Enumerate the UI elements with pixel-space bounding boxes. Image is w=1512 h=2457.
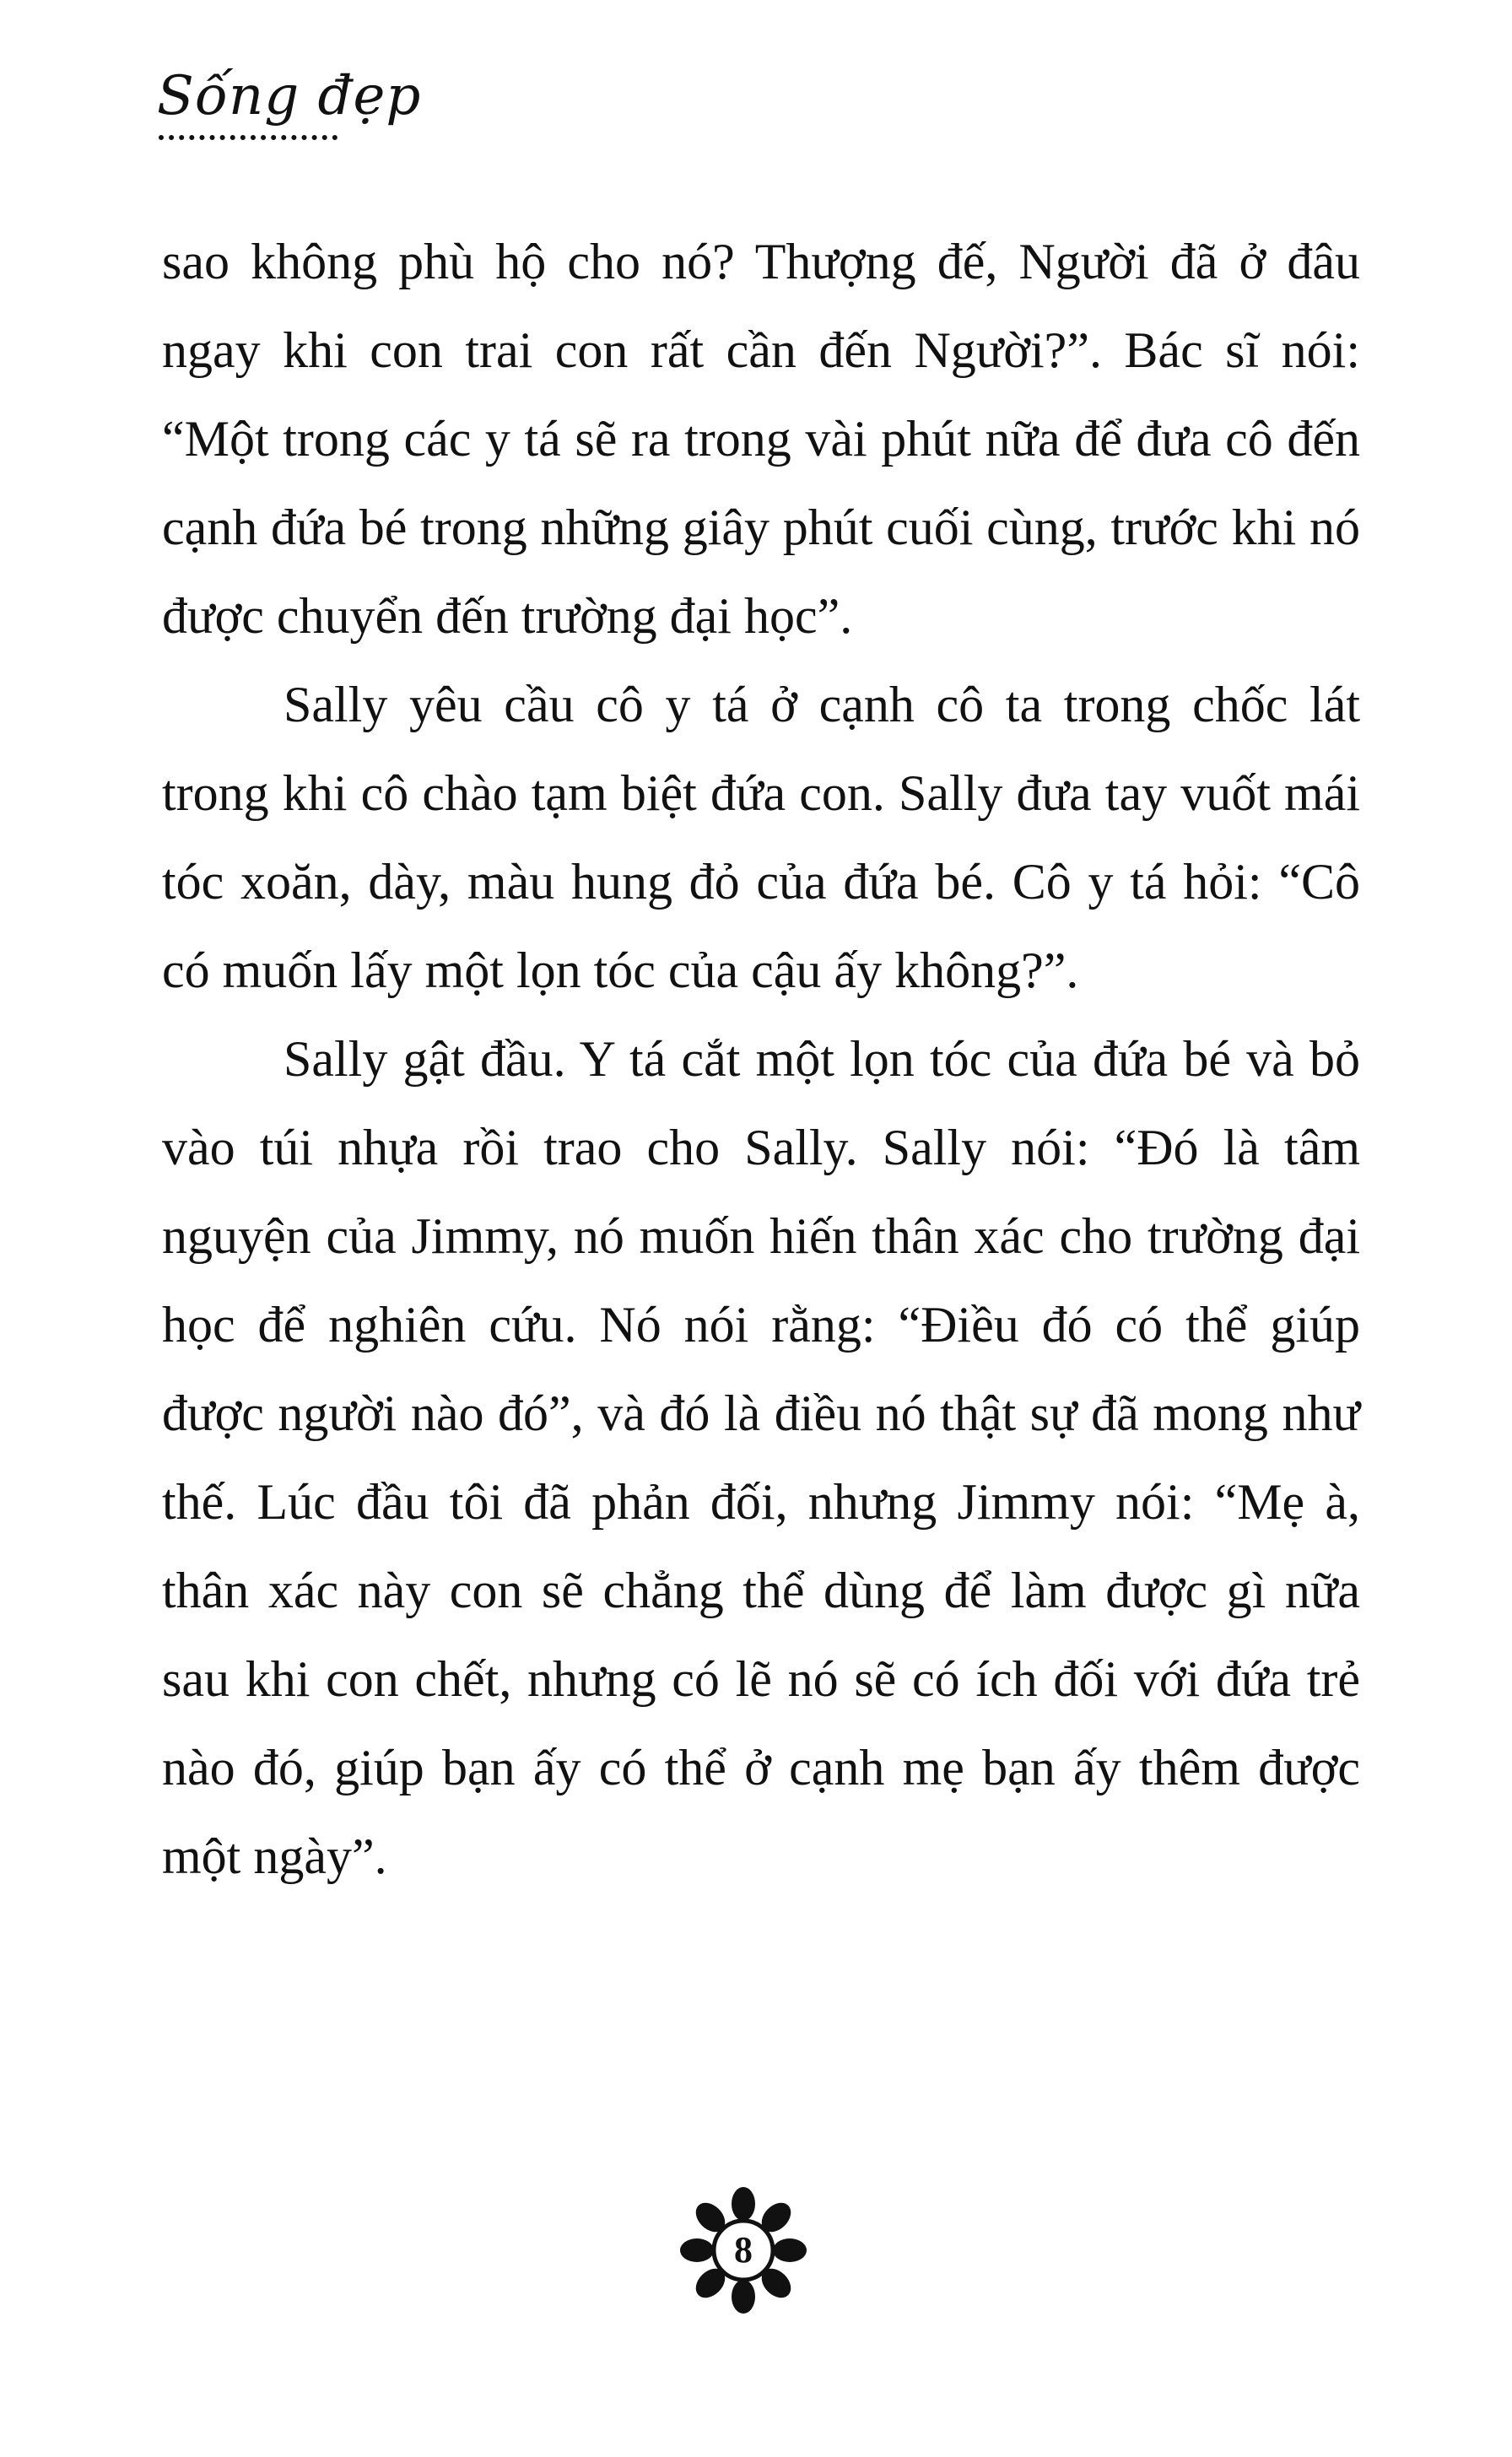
header-dotted-underline — [159, 135, 338, 140]
paragraph-2: Sally yêu cầu cô y tá ở cạnh cô ta trong chốc lát trong khi cô chào tạm biệt đứa con. Sally đưa tay vuốt mái tóc xoăn, dày, màu hung đỏ của đứa bé. Cô y tá hỏi: “Cô có muốn lấy một lọn tóc của cậu ấy không?”. — [162, 677, 1360, 998]
running-header: Sống đẹp — [157, 65, 422, 127]
paragraph-1: sao không phù hộ cho nó? Thượng đế, Người đã ở đâu ngay khi con trai con rất cần đến Người?”. Bác sĩ nói: “Một trong các y tá sẽ ra trong vài phút nữa để đưa cô đến cạnh đứa bé trong những giây phút cuối cùng, trước khi nó được chuyển đến trường đại học”. — [162, 234, 1360, 644]
body-text — [162, 218, 1360, 1901]
page-number: 8 — [734, 2229, 753, 2271]
page-number-ornament — [680, 2187, 807, 2314]
paragraph-3: Sally gật đầu. Y tá cắt một lọn tóc của đứa bé và bỏ vào túi nhựa rồi trao cho Sally. Sally nói: “Đó là tâm nguyện của Jimmy, nó muốn hiến thân xác cho trường đại học để nghiên cứu. Nó nói rằng: “Điều đó có thể giúp được người nào đó”, và đó là điều nó thật sự đã mong như thế. Lúc đầu tôi đã phản đối, nhưng Jimmy nói: “Mẹ à, thân xác này con sẽ chẳng thể dùng để làm được gì nữa sau khi con chết, nhưng có lẽ nó sẽ có ích đối với đứa trẻ nào đó, giúp bạn ấy có thể ở cạnh mẹ bạn ấy thêm được một ngày”. — [162, 1031, 1360, 1884]
